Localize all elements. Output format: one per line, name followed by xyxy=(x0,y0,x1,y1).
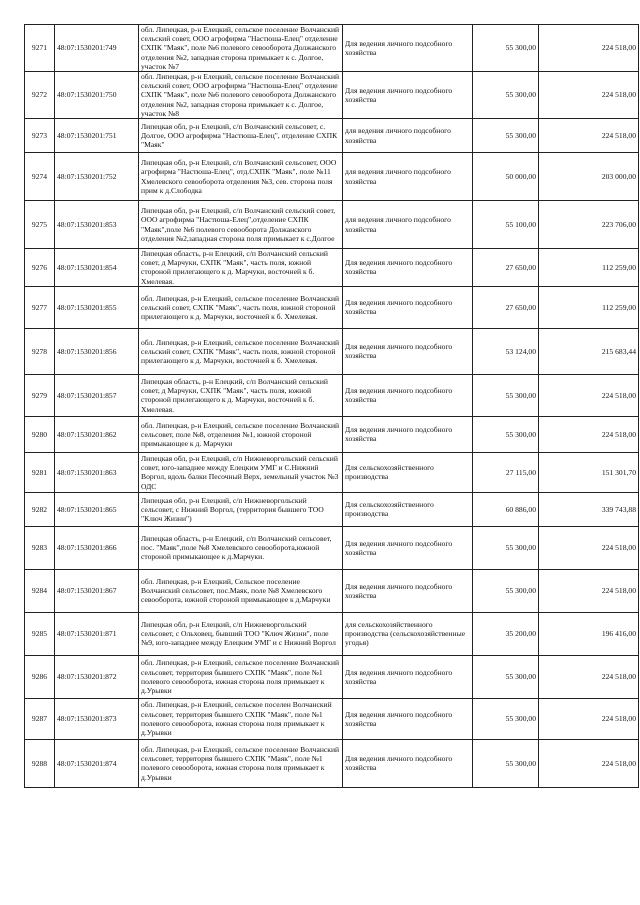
table-row xyxy=(25,655,639,698)
table-row xyxy=(25,25,639,72)
permitted-use-cell: Для ведения личного подсобного хозяйства xyxy=(343,328,473,374)
row-number-cell: 9274 xyxy=(25,153,55,201)
table-row xyxy=(25,526,639,569)
land-area-cell: 53 124,00 xyxy=(473,328,539,374)
cadastral-number-cell: 48:07:1530201:751 xyxy=(55,119,139,153)
permitted-use-cell: Для ведения личного подсобного хозяйства xyxy=(343,569,473,612)
cadastral-number-cell: 48:07:1530201:749 xyxy=(55,25,139,72)
table-row xyxy=(25,569,639,612)
cadastral-value-cell: 196 416,00 xyxy=(539,612,639,655)
cadastral-number-cell: 48:07:1530201:874 xyxy=(55,739,139,787)
table-row xyxy=(25,119,639,153)
row-number-cell: 9287 xyxy=(25,698,55,739)
permitted-use-cell: Для сельскохозяйственного производства xyxy=(343,452,473,492)
land-address-cell: Липецкая обл, р-н Елецкий, с/п Волчанский сельсовет, с. Долгое, ООО агрофирма "Настюша-Елец", отделение СХПК "Маяк" xyxy=(139,119,343,153)
land-address-cell: обл. Липецкая, р-н Елецкий, сельское поселение Волчанский сельский совет, СХПК "Маяк", часть поля, южной стороной прилегающего к д. Марчуки, восточней к б. Хмелевая. xyxy=(139,328,343,374)
table-row xyxy=(25,698,639,739)
land-address-cell: обл. Липецкая, р-н Елецкий, сельское поселение Волчанский сельский совет, ООО агрофирма "Настюша-Елец" отделение СХПК "Маяк", поле №6 полевого севооборота Должанского отделения №2, западная сторона примыкает к с. Долгое, участок №8 xyxy=(139,72,343,119)
row-number-cell: 9272 xyxy=(25,72,55,119)
cadastral-value-cell: 224 518,00 xyxy=(539,698,639,739)
cadastral-number-cell: 48:07:1530201:866 xyxy=(55,526,139,569)
land-address-cell: Липецкая обл, р-н Елецкий, с/п Нижневоргольский сельский совет, юго-западнее между Елецким УМГ и С.Нижний Воргол, вдоль балки Песочный Верх, земельный участок №3 ОДС xyxy=(139,452,343,492)
table-row xyxy=(25,72,639,119)
land-area-cell: 27 115,00 xyxy=(473,452,539,492)
cadastral-number-cell: 48:07:1530201:856 xyxy=(55,328,139,374)
permitted-use-cell: Для ведения личного подсобного хозяйства xyxy=(343,655,473,698)
cadastral-value-cell: 224 518,00 xyxy=(539,416,639,452)
land-address-cell: обл. Липецкая, р-н Елецкий, сельское поселение Волчанский сельский совет, ООО агрофирма "Настюша-Елец" отделение СХПК "Маяк", поле №6 полевого севооборота Должанского отделения №2, западная сторона примыкает к с. Долгое, участок №7 xyxy=(139,25,343,72)
land-address-cell: обл. Липецкая, р-н Елецкий, сельское поселен Волчанский сельсовет, территория бывшего СХПК "Маяк", поле №1 полевого севооборота, южная сторона поля примыкает к д.Урывки xyxy=(139,698,343,739)
permitted-use-cell: для ведения личного подсобного хозяйства xyxy=(343,201,473,249)
cadastral-number-cell: 48:07:1530201:855 xyxy=(55,286,139,328)
row-number-cell: 9285 xyxy=(25,612,55,655)
permitted-use-cell: Для ведения личного подсобного хозяйства xyxy=(343,698,473,739)
row-number-cell: 9273 xyxy=(25,119,55,153)
row-number-cell: 9282 xyxy=(25,492,55,526)
land-area-cell: 55 300,00 xyxy=(473,416,539,452)
land-area-cell: 27 650,00 xyxy=(473,286,539,328)
cadastral-value-cell: 151 301,70 xyxy=(539,452,639,492)
cadastral-number-cell: 48:07:1530201:857 xyxy=(55,374,139,416)
cadastral-value-cell: 112 259,00 xyxy=(539,286,639,328)
row-number-cell: 9288 xyxy=(25,739,55,787)
row-number-cell: 9279 xyxy=(25,374,55,416)
land-address-cell: обл. Липецкая, р-н Елецкий, сельское поселение Волчанский сельский совет, СХПК "Маяк", часть поля, южной стороной прилегающего к д. Марчуки, восточней к б. Хмелевая. xyxy=(139,286,343,328)
land-address-cell: Липецкая обл, р-н Елецкий, с/п Волчанский сельский совет, ООО агрофирма "Настюша-Елец",отделение СХПК "Маяк",поле №6 полевого севооборота Должанского отделения №2,западная сторона поля примыкает к с.Долгое xyxy=(139,201,343,249)
row-number-cell: 9280 xyxy=(25,416,55,452)
table-row xyxy=(25,153,639,201)
land-area-cell: 55 300,00 xyxy=(473,739,539,787)
land-area-cell: 55 300,00 xyxy=(473,569,539,612)
permitted-use-cell: для ведения личного подсобного хозяйства xyxy=(343,153,473,201)
permitted-use-cell: Для ведения личного подсобного хозяйства xyxy=(343,286,473,328)
permitted-use-cell: для ведения личного подсобного хозяйства xyxy=(343,119,473,153)
land-area-cell: 55 300,00 xyxy=(473,25,539,72)
row-number-cell: 9284 xyxy=(25,569,55,612)
table-row xyxy=(25,286,639,328)
cadastral-value-cell: 224 518,00 xyxy=(539,655,639,698)
cadastral-number-cell: 48:07:1530201:863 xyxy=(55,452,139,492)
table-row xyxy=(25,452,639,492)
cadastral-value-cell: 203 000,00 xyxy=(539,153,639,201)
permitted-use-cell: Для сельскохозяйственного производства xyxy=(343,492,473,526)
land-area-cell: 55 300,00 xyxy=(473,655,539,698)
row-number-cell: 9277 xyxy=(25,286,55,328)
cadastral-number-cell: 48:07:1530201:854 xyxy=(55,249,139,287)
land-address-cell: Липецкая область, р-н Елецкий, с/п Волчанский сельский совет, д Марчуки, СХПК "Маяк", часть поля, южной стороной прилегающего к д. Марчуки, восточней к б. Хмелевая. xyxy=(139,249,343,287)
land-address-cell: обл. Липецкая, р-н Елецкий, сельское поселение Волчанский сельсовет, территория бывшего СХПК "Маяк", поле №1 полевого севооборота, южная сторона поля примыкает к д.Урывки xyxy=(139,739,343,787)
cadastral-number-cell: 48:07:1530201:873 xyxy=(55,698,139,739)
row-number-cell: 9281 xyxy=(25,452,55,492)
cadastral-number-cell: 48:07:1530201:750 xyxy=(55,72,139,119)
table-row xyxy=(25,416,639,452)
land-area-cell: 60 886,00 xyxy=(473,492,539,526)
table-row xyxy=(25,492,639,526)
cadastral-number-cell: 48:07:1530201:871 xyxy=(55,612,139,655)
land-area-cell: 27 650,00 xyxy=(473,249,539,287)
row-number-cell: 9283 xyxy=(25,526,55,569)
cadastral-value-cell: 224 518,00 xyxy=(539,739,639,787)
land-area-cell: 55 300,00 xyxy=(473,374,539,416)
cadastral-number-cell: 48:07:1530201:872 xyxy=(55,655,139,698)
permitted-use-cell: Для ведения личного подсобного хозяйства xyxy=(343,249,473,287)
cadastral-value-cell: 224 518,00 xyxy=(539,119,639,153)
land-area-cell: 35 200,00 xyxy=(473,612,539,655)
land-address-cell: Липецкая область, р-н Елецкий, с/п Волчанский сельсовет, пос. "Маяк",поле №8 Хмелевского севооборота,южной стороной примыкающее к д.Марчуки. xyxy=(139,526,343,569)
permitted-use-cell: Для ведения личного подсобного хозяйства xyxy=(343,72,473,119)
table-body xyxy=(25,25,639,788)
cadastral-value-cell: 224 518,00 xyxy=(539,374,639,416)
cadastral-value-cell: 215 683,44 xyxy=(539,328,639,374)
table-row xyxy=(25,612,639,655)
cadastral-value-cell: 339 743,88 xyxy=(539,492,639,526)
table-row xyxy=(25,328,639,374)
land-area-cell: 55 300,00 xyxy=(473,698,539,739)
cadastral-value-cell: 112 259,00 xyxy=(539,249,639,287)
table-row xyxy=(25,374,639,416)
permitted-use-cell: для сельскохозяйственного производства (сельскохозяйственные угодья) xyxy=(343,612,473,655)
land-address-cell: Липецкая обл, р-н Елецкий, с/п Волчанский сельсовет, ООО агрофирма "Настюша-Елец", отд.СХПК "Маяк", поле №11 Хмелевского севооборота отделения №3, сев. сторона поля прим к д.Слободка xyxy=(139,153,343,201)
cadastral-number-cell: 48:07:1530201:867 xyxy=(55,569,139,612)
cadastral-value-cell: 223 706,00 xyxy=(539,201,639,249)
permitted-use-cell: Для ведения личного подсобного хозяйства xyxy=(343,416,473,452)
row-number-cell: 9271 xyxy=(25,25,55,72)
table-row xyxy=(25,201,639,249)
land-address-cell: обл. Липецкая, р-н Елецкий, сельское поселение Волчанский сельсовет, территория бывшего СХПК "Маяк", поле №1 полевого севооборота, южная сторона поля примыкает к д.Урывки xyxy=(139,655,343,698)
row-number-cell: 9278 xyxy=(25,328,55,374)
land-address-cell: Липецкая обл, р-н Елецкий, с/п Нижневоргольский сельсовет, с Нижний Воргол, (территория бывшего ТОО "Ключ Жизни") xyxy=(139,492,343,526)
land-area-cell: 50 000,00 xyxy=(473,153,539,201)
cadastral-number-cell: 48:07:1530201:862 xyxy=(55,416,139,452)
cadastral-number-cell: 48:07:1530201:853 xyxy=(55,201,139,249)
land-address-cell: Липецкая обл, р-н Елецкий, с/п Нижневоргольский сельсовет, с Ольховец, бывший ТОО "Ключ Жизни", поле №9, юго-западнее между Елецким УМГ и с Нижний Воргол xyxy=(139,612,343,655)
cadastral-value-cell: 224 518,00 xyxy=(539,569,639,612)
permitted-use-cell: Для ведения личного подсобного хозяйства xyxy=(343,25,473,72)
row-number-cell: 9276 xyxy=(25,249,55,287)
land-address-cell: обл. Липецкая, р-н Елецкий, Сельское поселение Волчанский сельсовет, пос.Маяк, поле №8 Хмелевского севооборота, южной стороной примыкающее к д.Марчуки xyxy=(139,569,343,612)
permitted-use-cell: Для ведения личного подсобного хозяйства xyxy=(343,739,473,787)
permitted-use-cell: Для ведения личного подсобного хозяйства xyxy=(343,374,473,416)
land-area-cell: 55 300,00 xyxy=(473,72,539,119)
land-area-cell: 55 300,00 xyxy=(473,119,539,153)
table-row xyxy=(25,739,639,787)
land-address-cell: Липецкая область, р-н Елецкий, с/п Волчанский сельский совет, д Марчуки, СХПК "Маяк", часть поля, южной стороной прилегающего к д. Марчуки, восточней к б. Хмелевая. xyxy=(139,374,343,416)
cadastral-value-cell: 224 518,00 xyxy=(539,25,639,72)
cadastral-number-cell: 48:07:1530201:752 xyxy=(55,153,139,201)
cadastral-value-cell: 224 518,00 xyxy=(539,72,639,119)
land-address-cell: обл. Липецкая, р-н Елецкий, сельское поселение Волчанский сельсовет, поле №8, отделения №1, южной стороной примыкающее к д. Марчуки xyxy=(139,416,343,452)
cadastral-number-cell: 48:07:1530201:865 xyxy=(55,492,139,526)
row-number-cell: 9286 xyxy=(25,655,55,698)
land-area-cell: 55 300,00 xyxy=(473,526,539,569)
cadastral-value-cell: 224 518,00 xyxy=(539,526,639,569)
row-number-cell: 9275 xyxy=(25,201,55,249)
land-register-table xyxy=(24,24,639,788)
land-area-cell: 55 100,00 xyxy=(473,201,539,249)
table-row xyxy=(25,249,639,287)
permitted-use-cell: Для ведения личного подсобного хозяйства xyxy=(343,526,473,569)
